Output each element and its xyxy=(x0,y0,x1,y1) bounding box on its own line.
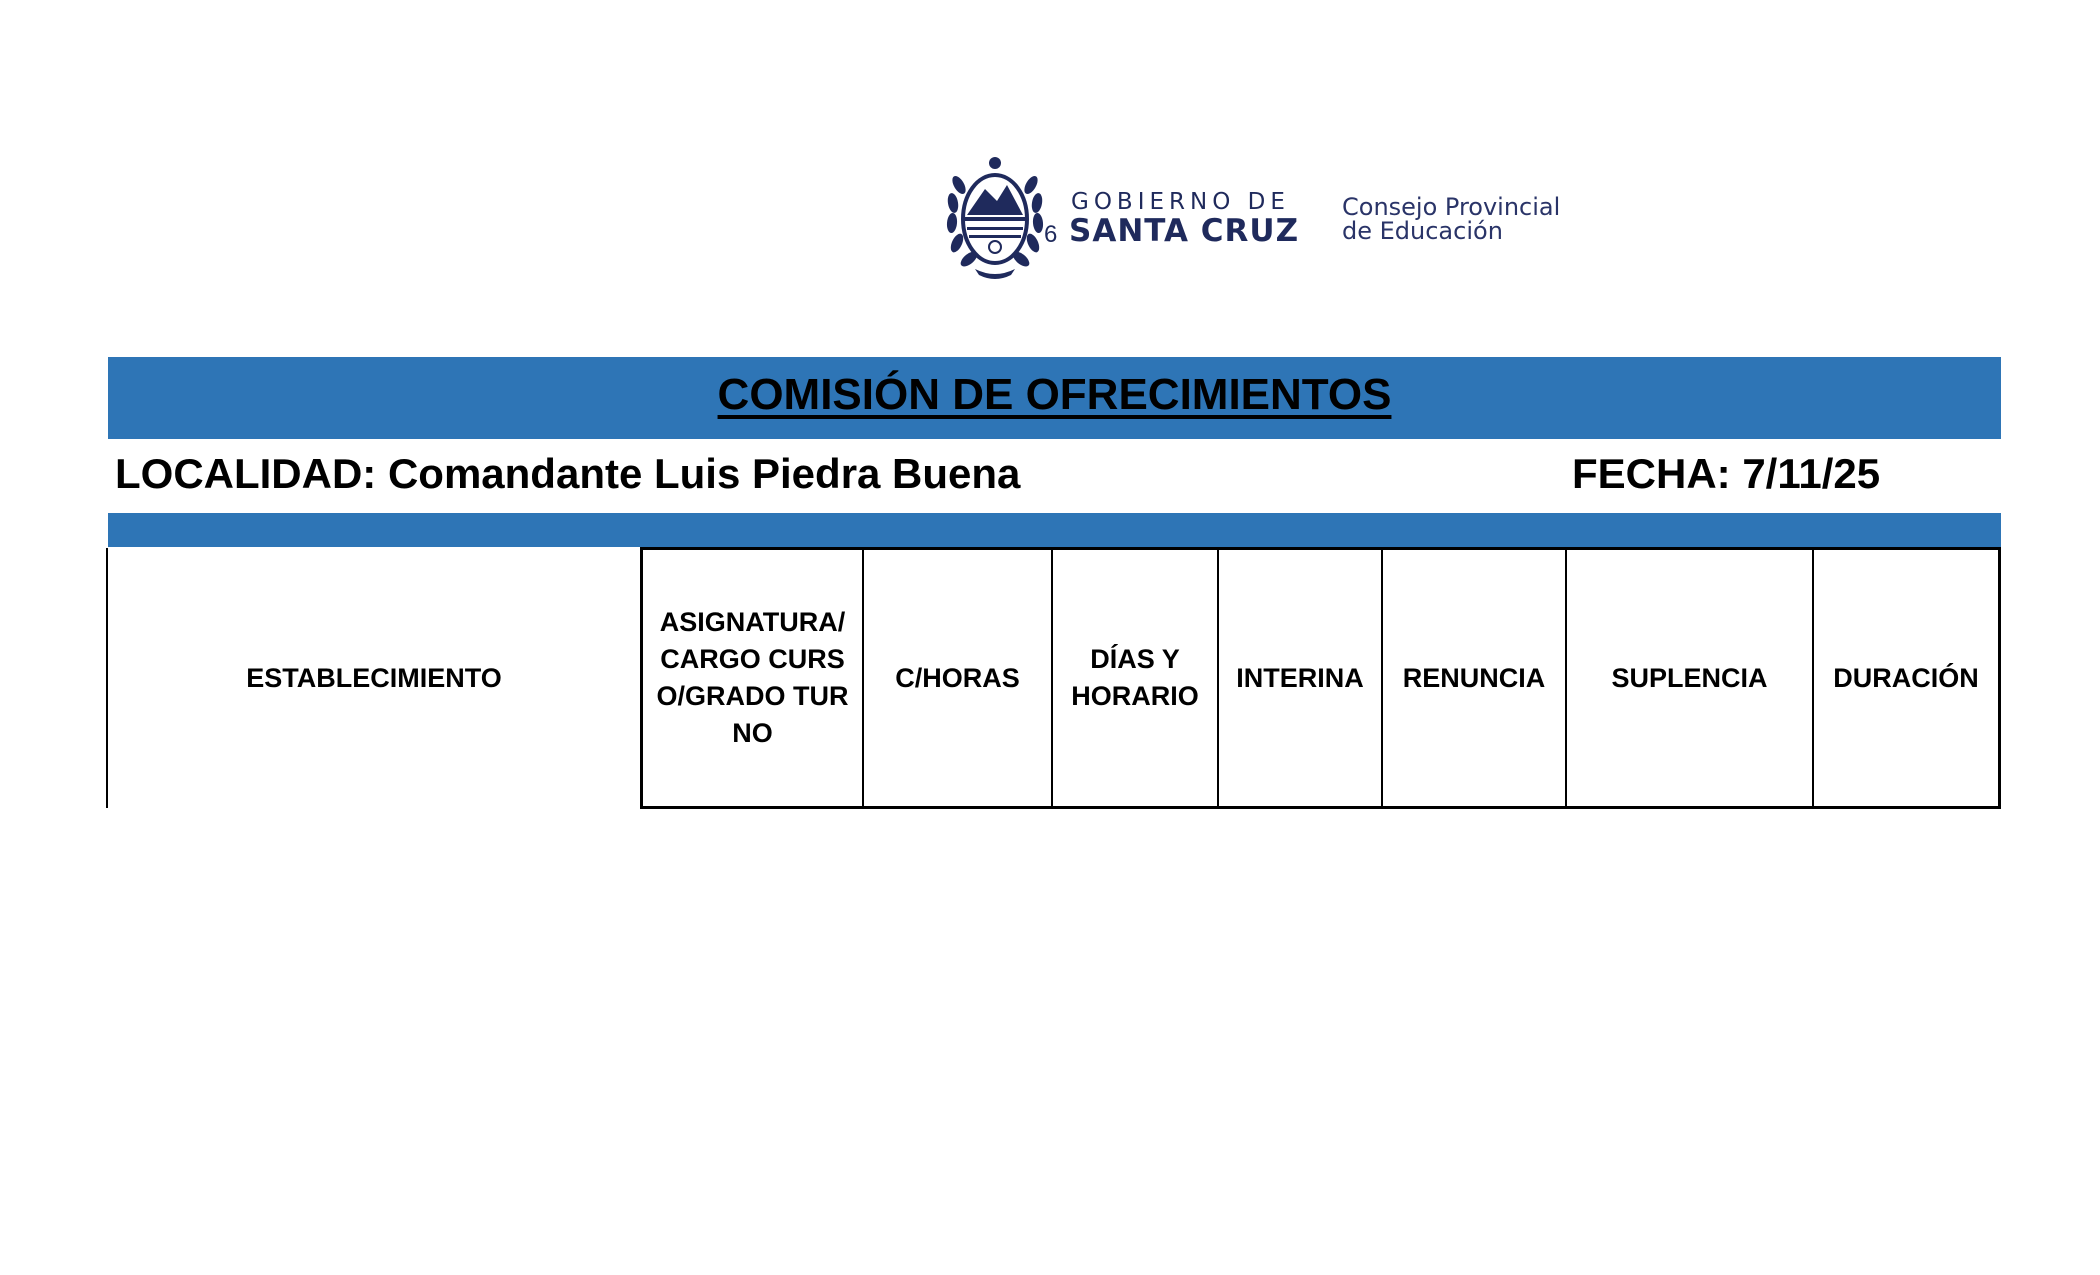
government-name-bottom: SANTA CRUZ xyxy=(1069,213,1300,249)
government-name-top: GOBIERNO DE xyxy=(1071,189,1290,215)
column-header-interina: INTERINA xyxy=(1219,550,1383,806)
document-title: COMISIÓN DE OFRECIMIENTOS xyxy=(717,370,1392,419)
column-header-dias-horario: DÍAS Y HORARIO xyxy=(1053,550,1219,806)
council-name-line1: Consejo Provincial xyxy=(1342,193,1561,221)
locality-label: LOCALIDAD: Comandante Luis Piedra Buena xyxy=(115,450,1021,497)
column-header-horas: C/HORAS xyxy=(864,550,1053,806)
separator-band xyxy=(108,513,2001,547)
column-header-suplencia: SUPLENCIA xyxy=(1567,550,1814,806)
date-label: FECHA: 7/11/25 xyxy=(1572,450,1881,497)
coat-of-arms-icon xyxy=(945,155,1045,281)
column-header-establecimiento: ESTABLECIMIENTO xyxy=(246,662,502,693)
offers-table-header xyxy=(640,547,2001,809)
column-header-duracion: DURACIÓN xyxy=(1833,662,1979,693)
title-band xyxy=(108,357,2001,439)
column-header-renuncia: RENUNCIA xyxy=(1383,550,1567,806)
header-logo xyxy=(945,155,1575,285)
seal-number: 6 xyxy=(1044,221,1058,248)
council-name-line2: de Educación xyxy=(1342,217,1503,245)
column-header-asignatura: ASIGNATURA/ CARGO CURSO/GRADO TURNO xyxy=(643,550,864,806)
